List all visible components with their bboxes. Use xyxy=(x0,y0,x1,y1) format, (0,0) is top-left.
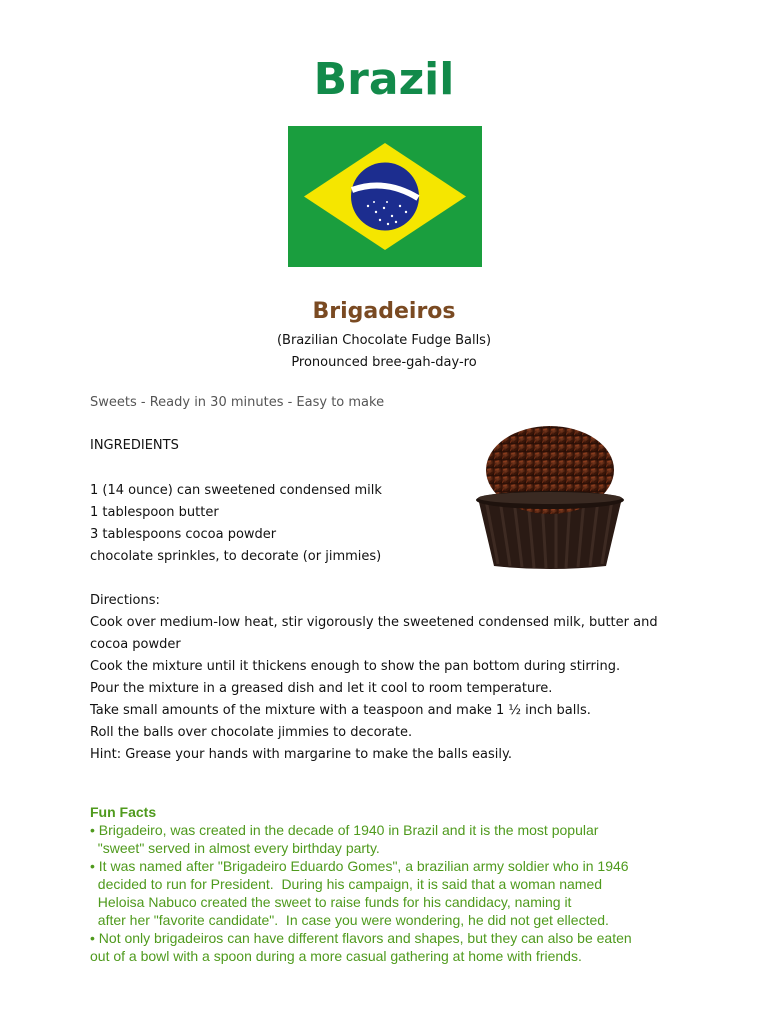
direction-step: Take small amounts of the mixture with a teaspoon and make 1 ½ inch balls. xyxy=(90,703,591,718)
ingredients-heading xyxy=(90,435,179,457)
fun-fact-line: • Brigadeiro, was created in the decade of 1940 in Brazil and it is the most popular xyxy=(90,822,599,838)
recipe-title: Brigadeiros xyxy=(312,299,456,324)
direction-step: Pour the mixture in a greased dish and let it cool to room temperature. xyxy=(90,681,553,696)
direction-step: Roll the balls over chocolate jimmies to decorate. xyxy=(90,725,413,740)
ingredients-list xyxy=(90,480,382,568)
brazil-flag-image xyxy=(288,126,482,267)
fun-fact-line: "sweet" served in almost every birthday party. xyxy=(90,840,380,856)
fun-fact-line: after her "favorite candidate". In case you were wondering, he did not get ellected. xyxy=(90,912,609,928)
recipe-meta: Sweets - Ready in 30 minutes - Easy to make xyxy=(90,395,385,410)
page-title: Brazil xyxy=(313,54,455,105)
recipe-subtitle: (Brazilian Chocolate Fudge Balls) xyxy=(276,333,492,348)
direction-step: Cook the mixture until it thickens enough to show the pan bottom during stirring. xyxy=(90,659,621,674)
fun-fact-line: out of a bowl with a spoon during a more casual gathering at home with friends. xyxy=(90,948,582,964)
ingredient-item: 3 tablespoons cocoa powder xyxy=(90,527,277,542)
brigadeiro-truffle-image xyxy=(470,420,630,575)
fun-facts-heading: Fun Facts xyxy=(90,804,157,820)
fun-fact-line: decided to run for President. During his campaign, it is said that a woman named xyxy=(90,876,603,892)
ingredient-item: 1 tablespoon butter xyxy=(90,505,219,520)
fun-facts xyxy=(90,803,690,965)
direction-step: Cook over medium-low heat, stir vigorously the sweetened condensed milk, butter and cocoa powder xyxy=(90,615,658,652)
fun-fact-line: • Not only brigadeiros can have different flavors and shapes, but they can also be eaten xyxy=(90,930,632,946)
ingredient-item: chocolate sprinkles, to decorate (or jimmies) xyxy=(90,549,382,564)
fun-fact-line: Heloisa Nabuco created the sweet to raise funds for his candidacy, naming it xyxy=(90,894,572,910)
direction-step: Hint: Grease your hands with margarine to make the balls easily. xyxy=(90,747,512,762)
ingredient-item: 1 (14 ounce) can sweetened condensed milk xyxy=(90,483,382,498)
fun-fact-line: • It was named after "Brigadeiro Eduardo Gomes", a brazilian army soldier who in 1946 xyxy=(90,858,629,874)
directions xyxy=(90,590,660,766)
recipe-pronunciation: Pronounced bree-gah-day-ro xyxy=(291,355,477,370)
directions-heading: Directions: xyxy=(90,593,160,608)
ingredients-heading-text: INGREDIENTS xyxy=(90,438,179,453)
